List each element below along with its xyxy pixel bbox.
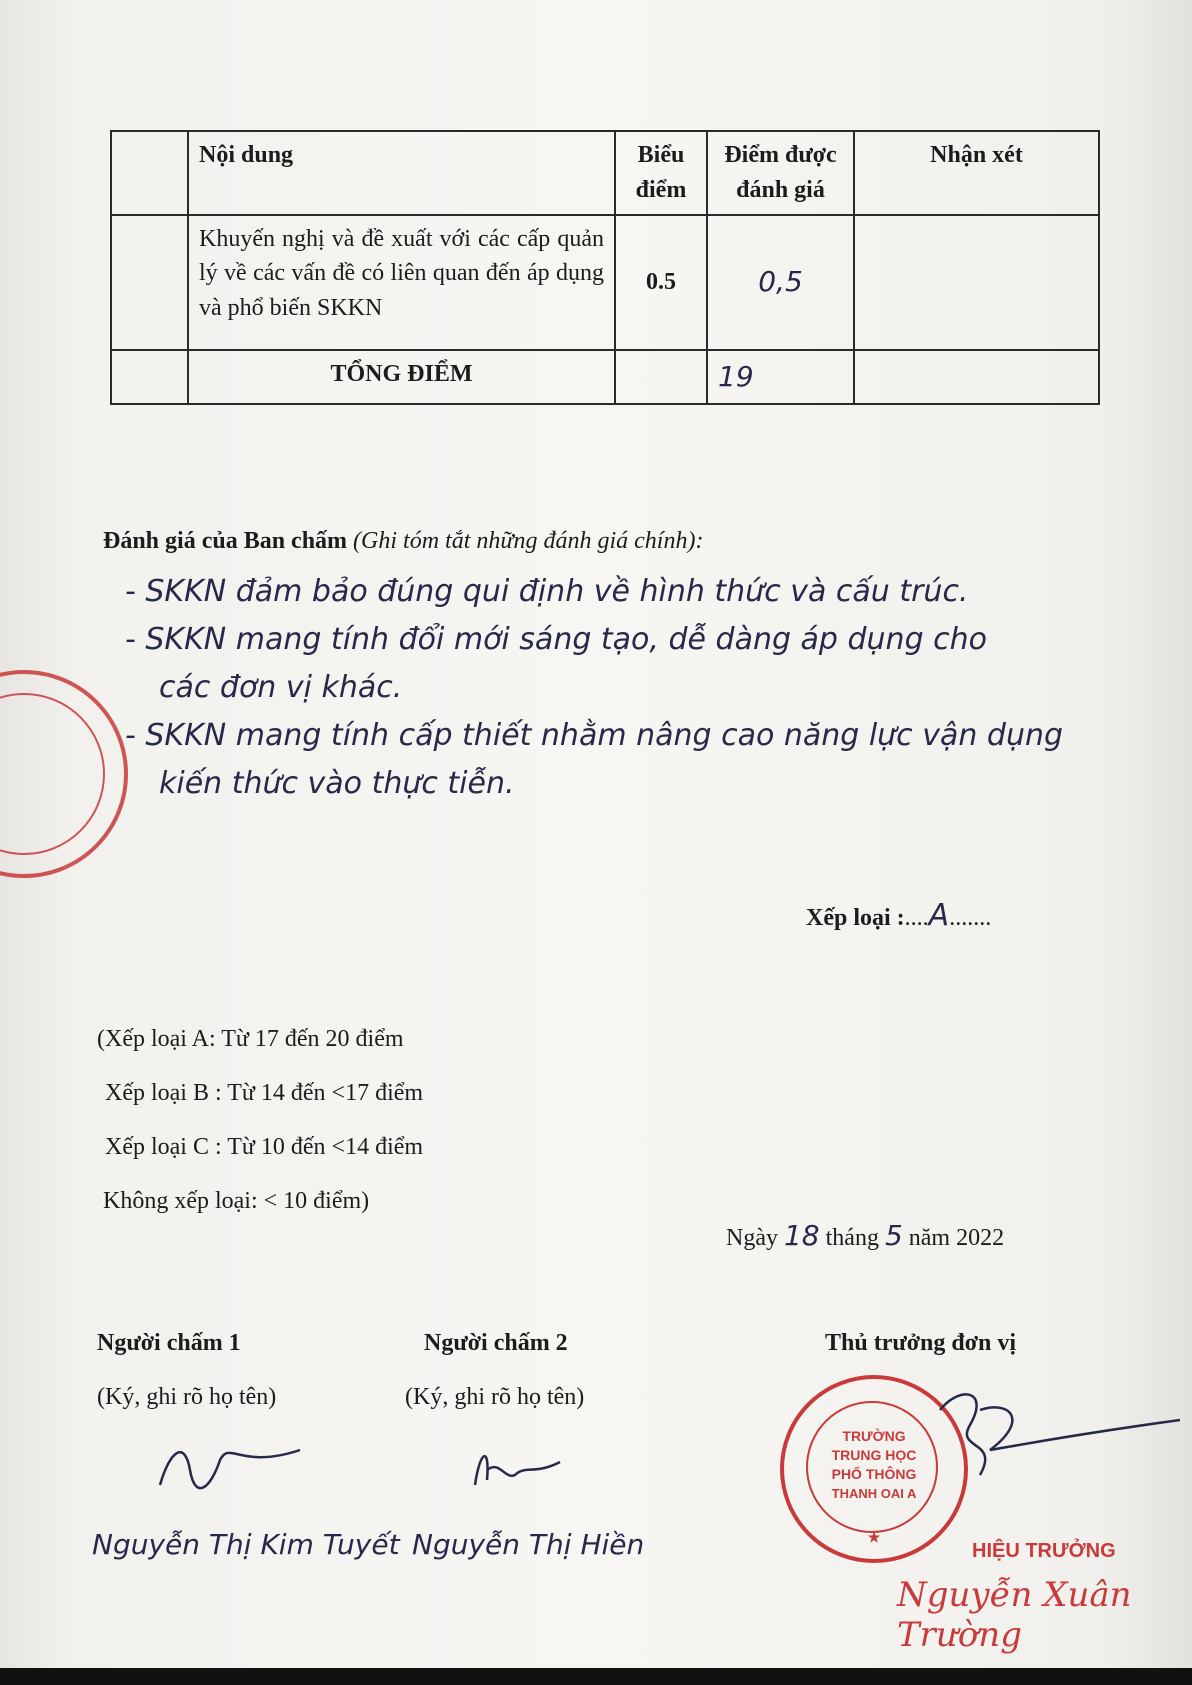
scale-line: Xếp loại C : Từ 10 đến <14 điểm [105,1134,424,1160]
total-score: 19 [707,350,854,405]
table-row [111,215,1099,350]
header-content: Nội dung [188,131,615,215]
total-label: TỔNG ĐIỂM [188,350,615,405]
row-content: Khuyến nghị và đề xuất với các cấp quản lý về các vấn đề có liên quan đến áp dụng và phổ biến SKKN [188,215,615,350]
evaluation-line: kiến thức vào thực tiễn. [159,766,515,801]
header-max-score: Biểu điểm [615,131,707,215]
rating-dots-after: ....... [949,905,992,931]
scale-line: (Xếp loại A: Từ 17 đến 20 điểm [97,1026,404,1052]
signer-3-title: Thủ trưởng đơn vị [825,1330,1017,1356]
evaluation-line: - SKKN mang tính đổi mới sáng tạo, dễ dàng áp dụng cho [125,622,988,657]
evaluation-line: - SKKN mang tính cấp thiết nhằm nâng cao năng lực vận dụng [125,718,1064,753]
evaluation-line: - SKKN đảm bảo đúng qui định về hình thức và cấu trúc. [125,574,969,609]
total-comment [854,350,1099,405]
rating-dots-before: .... [904,905,929,931]
signer-1-title: Người chấm 1 [97,1330,241,1356]
scale-line: Xếp loại B : Từ 14 đến <17 điểm [105,1080,424,1106]
header-awarded-score: Điểm được đánh giá [707,131,854,215]
signer-2-signature-icon [465,1440,575,1500]
evaluation-note: (Ghi tóm tắt những đánh giá chính): [353,528,704,554]
partial-stamp [0,670,128,878]
signer-3-position: HIỆU TRƯỞNG [972,1540,1116,1562]
signer-1-note: (Ký, ghi rõ họ tên) [97,1384,277,1410]
signer-1-name: Nguyễn Thị Kim Tuyết [92,1528,400,1561]
stamp-line: PHỔ THÔNG [831,1466,917,1482]
row-index [111,215,188,350]
table-header-row [111,131,1099,215]
date-day: 18 [783,1219,820,1252]
header-comment: Nhận xét [854,131,1099,215]
rating-scale [97,1012,423,1228]
signer-2-title: Người chấm 2 [424,1330,568,1356]
date-line [726,1219,1004,1252]
signer-3-name: Nguyễn Xuân Trường [897,1575,1132,1655]
signer-2-name: Nguyễn Thị Hiền [412,1528,645,1561]
total-max [615,350,707,405]
evaluation-label: Đánh giá của Ban chấm [103,528,348,554]
evaluation-comments [125,568,1063,808]
table-total-row [111,350,1099,405]
header-index [111,131,188,215]
stamp-line: THANH OAI A [831,1486,917,1501]
stamp-line: TRUNG HỌC [831,1447,917,1463]
stamp-star-icon: ★ [867,1529,881,1545]
partial-stamp-star-icon [0,674,124,874]
scale-line: Không xếp loại: < 10 điểm) [103,1188,370,1214]
rating-label: Xếp loại : [806,905,905,931]
rating-value: A [928,898,950,933]
date-prefix: Ngày [726,1225,778,1251]
signer-2-note: (Ký, ghi rõ họ tên) [405,1384,585,1410]
row-max-score: 0.5 [615,215,707,350]
row-awarded-score: 0,5 [707,215,854,350]
stamp-line: TRƯỜNG [842,1428,906,1444]
date-year: năm 2022 [908,1225,1005,1251]
signer-1-signature-icon [150,1430,310,1500]
bottom-edge [0,1668,1192,1685]
date-month: 5 [884,1219,903,1252]
total-index [111,350,188,405]
signer-3-signature-icon [920,1380,1190,1500]
rating [806,898,991,933]
row-comment [854,215,1099,350]
score-table [110,130,1100,405]
date-month-label: tháng [825,1225,879,1251]
evaluation-line: các đơn vị khác. [159,670,403,705]
evaluation-heading [103,528,703,555]
